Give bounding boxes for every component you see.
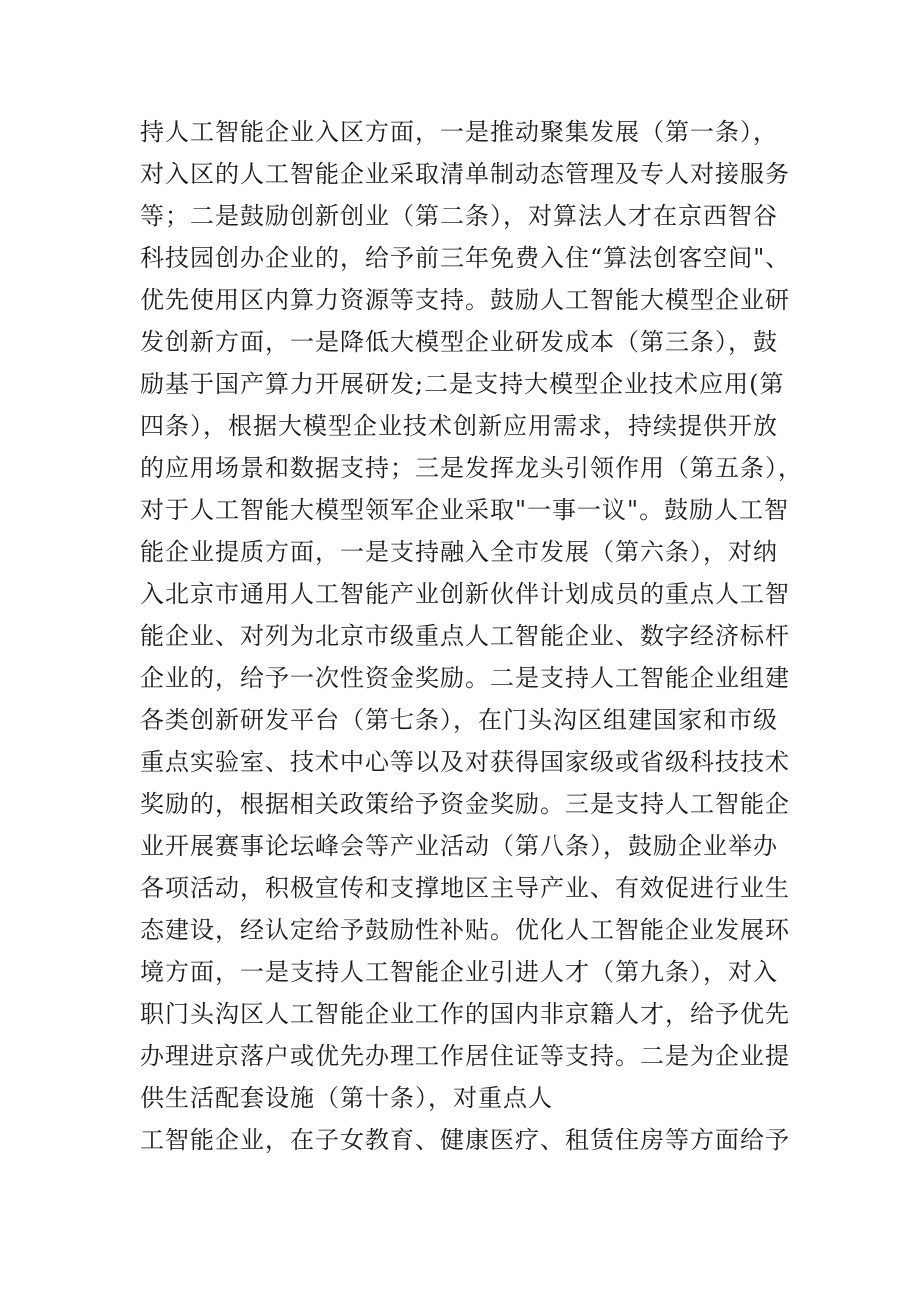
- text-line: 科技园创办企业的，给予前三年免费入住“算法创客空间"、: [140, 244, 791, 272]
- text-line: 办理进京落户或优先办理工作居住证等支持。二是为企业提: [140, 1042, 790, 1070]
- text-line: 励基于国产算力开展研发;二是支持大模型企业技术应用(第: [140, 370, 785, 398]
- text-line: 等；二是鼓励创新创业（第二条），对算法人才在京西智谷: [140, 202, 778, 230]
- text-line: 对于人工智能大模型领军企业采取"一事一议"。鼓励人工智: [140, 496, 790, 524]
- text-line: 重点实验室、技术中心等以及对获得国家级或省级科技技术: [140, 748, 790, 776]
- text-line: 职门头沟区人工智能企业工作的国内非京籍人才，给予优先: [140, 1000, 790, 1028]
- text-line: 能企业提质方面，一是支持融入全市发展（第六条），对纳: [140, 538, 778, 566]
- text-line: 入北京市通用人工智能产业创新伙伴计划成员的重点人工智: [140, 580, 790, 608]
- text-line: 持人工智能企业入区方面，一是推动聚集发展（第一条），: [140, 118, 778, 146]
- text-line: 业开展赛事论坛峰会等产业活动（第八条），鼓励企业举办: [140, 832, 778, 860]
- text-line: 各类创新研发平台（第七条），在门头沟区组建国家和市级: [140, 706, 778, 734]
- text-line: 企业的，给予一次性资金奖励。二是支持人工智能企业组建: [140, 664, 790, 692]
- text-line: 境方面，一是支持人工智能企业引进人才（第九条），对入: [140, 958, 778, 986]
- text-line: 态建设，经认定给予鼓励性补贴。优化人工智能企业发展环: [140, 916, 790, 944]
- text-line: 奖励的，根据相关政策给予资金奖励。三是支持人工智能企: [140, 790, 790, 818]
- text-line: 能企业、对列为北京市级重点人工智能企业、数字经济标杆: [140, 622, 790, 650]
- text-line: 发创新方面，一是降低大模型企业研发成本（第三条），鼓: [140, 328, 778, 356]
- text-line: 供生活配套设施（第十条），对重点人: [140, 1084, 553, 1112]
- text-line: 的应用场景和数据支持；三是发挥龙头引领作用（第五条），: [140, 454, 803, 482]
- text-line: 各项活动，积极宣传和支撑地区主导产业、有效促进行业生: [140, 874, 790, 902]
- text-line: 工智能企业，在子女教育、健康医疗、租赁住房等方面给予: [140, 1126, 790, 1154]
- text-line: 对入区的人工智能企业采取清单制动态管理及专人对接服务: [140, 160, 790, 188]
- text-line: 优先使用区内算力资源等支持。鼓励人工智能大模型企业研: [140, 286, 790, 314]
- text-line: 四条），根据大模型企业技术创新应用需求，持续提供开放: [140, 412, 778, 440]
